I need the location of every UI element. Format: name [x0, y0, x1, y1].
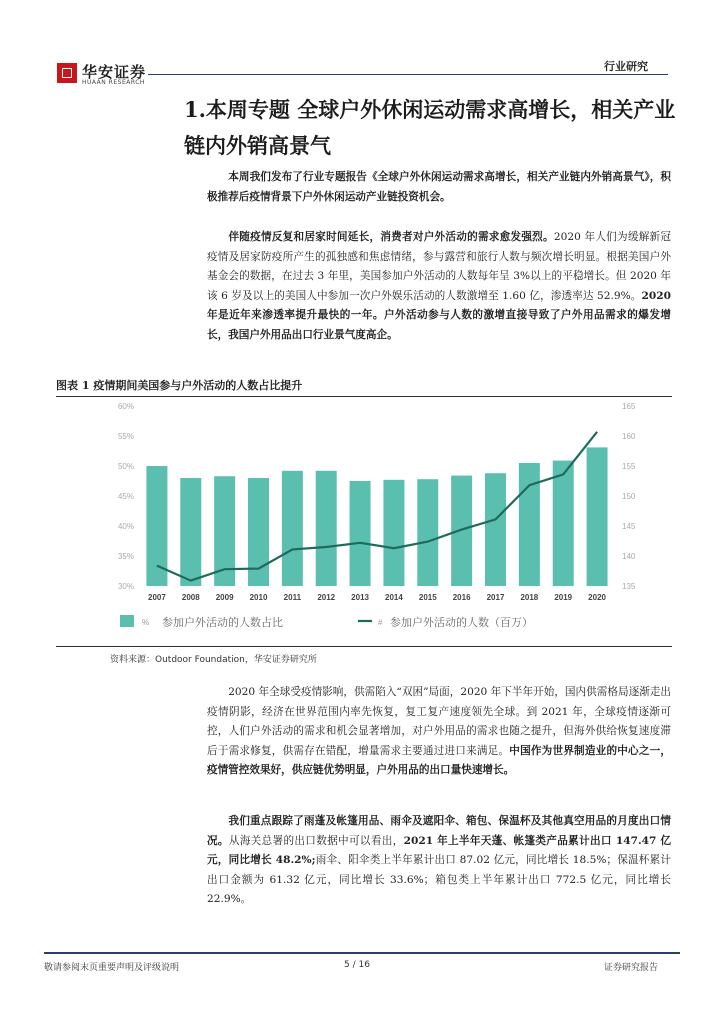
bar [417, 479, 438, 586]
bar [350, 481, 371, 586]
supply-text: 2020 年全球受疫情影响，供需陷入“双困”局面，2020 年下半年开始，国内供需格局逐渐走出疫情阴影，经济在世界范围内率先恢复，复工复产速度领先全球。到 2021 年，全球疫情逐渐可控，人们户外活动的需求和机会显著增加，对户外用品的需求也随之提升，但海外供给恢复速度滞后于需求修复，供需存在错配，增量需求主要通过进口来满足。 [207, 686, 671, 757]
bar [180, 478, 201, 586]
legend-line-marker: # [378, 618, 383, 627]
right-tick-label: 135 [622, 582, 636, 591]
right-tick-label: 160 [622, 432, 636, 441]
x-tick-label: 2019 [554, 593, 573, 602]
right-tick-label: 140 [622, 552, 636, 561]
section-label: 行业研究 [604, 60, 648, 73]
x-tick-label: 2013 [351, 593, 369, 602]
demand-bold-2: 2020 年是近年来渗透率提升最快的一年。户外活动参与人数的激增直接导致了户外用品需求的爆发增长，我国户外用品出口行业景气度高企。 [207, 289, 671, 341]
intro-text: 本周我们发布了行业专题报告《全球户外休闲运动需求高增长，相关产业链内外销高景气》，积极推荐后疫情背景下户外休闲运动产业链投资机会。 [207, 171, 671, 203]
bar [485, 473, 506, 586]
left-tick-label: 35% [117, 552, 134, 561]
right-tick-label: 150 [622, 492, 636, 501]
x-tick-label: 2008 [181, 593, 200, 602]
bar [587, 447, 608, 586]
bar [519, 463, 540, 586]
left-axis [118, 402, 134, 591]
x-axis [148, 593, 606, 602]
x-tick-label: 2018 [520, 593, 539, 602]
page-number: 5 / 16 [344, 960, 370, 970]
export-text: 从海关总署的出口数据中可以看出， [228, 834, 404, 847]
demand-text: 2020 年人们为缓解新冠疫情及居家防疫所产生的孤独感和焦虑情绪，参与露营和旅行人数与频次增长明显。根据美国户外基金会的数据，在过去 3 年里，美国参加户外活动的人数每年呈 3%以上的平稳增长。但 2020 年该 6 岁及以上的美国人中参加一次户外娱乐活动的人数激增至 1.60 亿，渗透率达 52.9%。 [207, 231, 672, 302]
x-tick-label: 2014 [385, 593, 403, 602]
left-tick-label: 30% [117, 582, 134, 591]
x-tick-label: 2010 [249, 593, 268, 602]
supply-bold: 中国作为世界制造业的中心之一，疫情管控效果好，供应链优势明显，户外用品的出口量快速增长。 [207, 744, 672, 776]
export-text-2: 雨伞、阳伞类上半年累计出口 87.02 亿元，同比增长 18.5%；保温杯累计出口金额为 61.32 亿元，同比增长 33.6%；箱包类上半年累计出口 772.5 亿元，同比增长 22.9%。 [207, 854, 671, 905]
figure-top-rule [56, 396, 672, 397]
legend-bar-marker: % [142, 618, 150, 627]
paragraph-supply [207, 683, 671, 781]
right-axis [622, 402, 636, 591]
footer-divider [44, 952, 680, 954]
x-tick-label: 2012 [317, 593, 336, 602]
legend-bar-label: 参加户外活动的人数占比 [162, 617, 283, 629]
bar [383, 480, 404, 586]
footer-report-type: 证券研究报告 [604, 963, 659, 973]
x-tick-label: 2015 [418, 593, 437, 602]
x-tick-label: 2020 [588, 593, 606, 602]
left-tick-label: 40% [117, 522, 134, 531]
figure-bottom-rule [56, 646, 672, 647]
right-tick-label: 155 [622, 462, 636, 471]
footer-disclaimer: 敬请参阅末页重要声明及评级说明 [44, 963, 180, 973]
bar [553, 461, 574, 586]
figure-source: 资料来源：Outdoor Foundation，华安证券研究所 [110, 655, 317, 665]
chart-legend [120, 615, 533, 629]
bar [316, 471, 337, 586]
logo-icon [57, 63, 77, 83]
export-bold-2: 2021 年上半年天蓬、帐篷类产品累计出口 147.47 亿元，同比增长 48.2%; [207, 834, 672, 866]
x-tick-label: 2007 [148, 593, 166, 602]
bar-series [146, 447, 607, 586]
x-tick-label: 2011 [283, 593, 302, 602]
x-tick-label: 2016 [452, 593, 471, 602]
logo-subtitle: HUAAN RESEARCH [82, 79, 145, 86]
paragraph-intro [207, 168, 671, 207]
right-tick-label: 165 [622, 402, 636, 411]
page-title: 1.本周专题 全球户外休闲运动需求高增长，相关产业链内外销高景气 [184, 97, 676, 158]
logo-text: 华安证券 [82, 63, 147, 81]
x-tick-label: 2017 [486, 593, 505, 602]
export-bold: 我们重点跟踪了雨蓬及帐篷用品、雨伞及遮阳伞、箱包、保温杯及其他真空用品的月度出口情况。 [207, 815, 671, 847]
bar [282, 471, 303, 586]
paragraph-export [207, 812, 671, 910]
header-divider [148, 74, 668, 75]
demand-bold: 伴随疫情反复和居家时间延长，消费者对户外活动的需求愈发强烈。 [228, 231, 554, 243]
left-tick-label: 60% [117, 402, 134, 411]
x-tick-label: 2009 [215, 593, 234, 602]
legend-line-label: 参加户外活动的人数（百万） [390, 617, 533, 629]
left-tick-label: 55% [117, 432, 134, 441]
right-tick-label: 145 [622, 522, 636, 531]
left-tick-label: 45% [117, 492, 134, 501]
left-tick-label: 50% [117, 462, 134, 471]
chart [100, 398, 660, 644]
legend-bar-swatch [120, 615, 134, 627]
paragraph-demand [207, 228, 671, 345]
bar [451, 476, 472, 586]
figure-title: 图表 1 疫情期间美国参与户外活动的人数占比提升 [56, 379, 303, 392]
